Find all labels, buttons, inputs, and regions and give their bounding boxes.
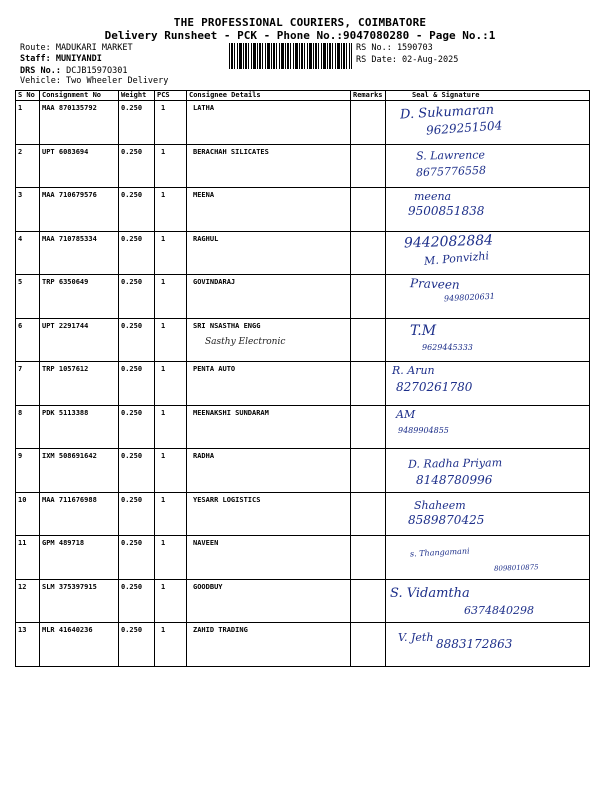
vehicle-label: Vehicle: Two Wheeler Delivery [20, 76, 169, 86]
consignee-name: NAVEEN [193, 539, 219, 547]
handwritten-signature: s. Thangamani [409, 546, 470, 559]
cell-pcs: 1 [155, 275, 187, 319]
col-header-weight: Weight [119, 91, 155, 101]
cell-remarks [351, 623, 386, 667]
cell-remarks [351, 275, 386, 319]
cell-remarks [351, 492, 386, 536]
consignee-name: YESARR LOGISTICS [193, 495, 261, 504]
cell-pcs: 1 [155, 492, 187, 536]
cell-signature [386, 318, 590, 362]
table-row [16, 231, 590, 275]
cell-weight: 0.250 [119, 144, 155, 188]
table-header-row [16, 91, 590, 101]
cell-consignee [187, 318, 351, 362]
cell-pcs: 1 [155, 362, 187, 406]
handwritten-signature: S. Vidamtha [390, 585, 470, 601]
cell-sno: 2 [16, 144, 40, 188]
consignee-name: MEENAKSHI SUNDARAM [193, 408, 269, 417]
cell-pcs: 1 [155, 188, 187, 232]
handwritten-phone: 8589870425 [408, 512, 485, 527]
table-row [16, 405, 590, 449]
runsheet-table [15, 90, 590, 667]
drs-number [20, 66, 128, 76]
cell-sno: 12 [16, 579, 40, 623]
cell-consignment-no: UPT 6083694 [40, 144, 119, 188]
consignee-name: GOODBUY [193, 582, 223, 591]
cell-consignee [187, 405, 351, 449]
handwritten-phone: 8883172863 [436, 637, 513, 651]
cell-sno: 5 [16, 275, 40, 319]
handwritten-signature: V. Jeth [398, 631, 434, 644]
cell-sno: 7 [16, 362, 40, 406]
cell-signature [386, 405, 590, 449]
consignee-name: GOVINDARAJ [193, 278, 236, 286]
cell-pcs: 1 [155, 405, 187, 449]
cell-sno: 3 [16, 188, 40, 232]
cell-pcs: 1 [155, 144, 187, 188]
cell-signature [386, 101, 590, 145]
cell-remarks [351, 362, 386, 406]
cell-signature [386, 579, 590, 623]
cell-consignee [187, 362, 351, 406]
consignee-name: BERACHAH SILICATES [193, 147, 269, 156]
handwritten-signature: S. Lawrence [415, 147, 486, 163]
handwritten-signature: R. Arun [392, 364, 435, 377]
cell-remarks [351, 101, 386, 145]
cell-sno: 1 [16, 101, 40, 145]
col-header-consignment: Consignment No [40, 91, 119, 101]
handwritten-signature: Praveen [409, 276, 460, 292]
handwritten-signature: D. Radha Priyam [407, 456, 503, 471]
handwritten-signature: AM [396, 407, 416, 421]
cell-signature [386, 275, 590, 319]
cell-weight: 0.250 [119, 188, 155, 232]
cell-consignee [187, 449, 351, 493]
cell-remarks [351, 405, 386, 449]
table-row [16, 318, 590, 362]
consignee-name: MEENA [193, 191, 215, 199]
cell-sno: 9 [16, 449, 40, 493]
table-row [16, 623, 590, 667]
handwritten-signature: D. Sukumaran [399, 102, 495, 123]
handwritten-phone: 9629251504 [425, 118, 503, 138]
cell-weight: 0.250 [119, 405, 155, 449]
company-title: THE PROFESSIONAL COURIERS, COIMBATORE [173, 16, 427, 29]
cell-weight: 0.250 [119, 275, 155, 319]
cell-sno: 8 [16, 405, 40, 449]
cell-signature [386, 188, 590, 232]
cell-pcs: 1 [155, 623, 187, 667]
cell-pcs: 1 [155, 231, 187, 275]
cell-consignee [187, 101, 351, 145]
table-row [16, 144, 590, 188]
cell-consignment-no: UPT 2291744 [40, 318, 119, 362]
cell-consignee [187, 623, 351, 667]
cell-weight: 0.250 [119, 449, 155, 493]
rs-number: RS No.: 1590703 [356, 43, 433, 53]
consignee-name: SRI NSASTHA ENGG [193, 321, 261, 330]
cell-pcs: 1 [155, 579, 187, 623]
col-header-sno: S No [16, 91, 40, 101]
cell-sno: 13 [16, 623, 40, 667]
cell-weight: 0.250 [119, 101, 155, 145]
handwritten-signature: 9442082884 [403, 231, 494, 252]
cell-consignee [187, 188, 351, 232]
cell-consignee [187, 536, 351, 580]
cell-remarks [351, 188, 386, 232]
cell-weight: 0.250 [119, 231, 155, 275]
cell-remarks [351, 536, 386, 580]
runsheet-subtitle: Delivery Runsheet - PCK - Phone No.:9047080280 - Page No.:1 [104, 29, 496, 42]
table-row [16, 579, 590, 623]
consignee-name: RADHA [193, 452, 215, 460]
rs-date: RS Date: 02-Aug-2025 [356, 55, 459, 65]
table-row [16, 449, 590, 493]
cell-consignment-no: MAA 710679576 [40, 188, 119, 232]
consignee-name: RAGHUL [193, 234, 219, 243]
table-row [16, 101, 590, 145]
cell-consignment-no: TRP 1057612 [40, 362, 119, 406]
cell-consignment-no: IXM 508691642 [40, 449, 119, 493]
cell-consignment-no: TRP 6350649 [40, 275, 119, 319]
handwritten-phone: 9498020631 [443, 291, 496, 304]
cell-signature [386, 144, 590, 188]
drs-value: DCJB1597O301 [66, 66, 128, 76]
cell-consignee [187, 579, 351, 623]
cell-weight: 0.250 [119, 623, 155, 667]
route-label: Route: MADUKARI MARKET [20, 43, 133, 53]
consignee-name: PENTA AUTO [193, 365, 236, 373]
cell-remarks [351, 318, 386, 362]
cell-consignment-no: MAA 711676988 [40, 492, 119, 536]
cell-consignee [187, 144, 351, 188]
drs-label: DRS No.: [20, 66, 61, 76]
cell-consignee [187, 492, 351, 536]
cell-pcs: 1 [155, 318, 187, 362]
cell-pcs: 1 [155, 536, 187, 580]
cell-consignment-no: GPM 489718 [40, 536, 119, 580]
cell-signature [386, 231, 590, 275]
cell-weight: 0.250 [119, 318, 155, 362]
cell-consignment-no: MAA 870135792 [40, 101, 119, 145]
cell-weight: 0.250 [119, 492, 155, 536]
cell-consignment-no: PDK 5113388 [40, 405, 119, 449]
handwritten-phone: 8675776558 [415, 163, 487, 179]
cell-signature [386, 449, 590, 493]
table-row [16, 492, 590, 536]
cell-consignee [187, 231, 351, 275]
consignee-name: ZAHID TRADING [193, 626, 248, 634]
cell-signature [386, 492, 590, 536]
cell-pcs: 1 [155, 101, 187, 145]
cell-weight: 0.250 [119, 579, 155, 623]
handwritten-signature: Shaheem [414, 498, 466, 512]
cell-remarks [351, 449, 386, 493]
table-row [16, 275, 590, 319]
col-header-consignee: Consignee Details [187, 91, 351, 101]
handwritten-signature: T.M [410, 322, 437, 339]
cell-remarks [351, 579, 386, 623]
handwritten-phone: M. Ponvizhi [423, 248, 490, 268]
cell-weight: 0.250 [119, 362, 155, 406]
table-row [16, 362, 590, 406]
col-header-pcs: PCS [155, 91, 187, 101]
cell-sno: 4 [16, 231, 40, 275]
cell-remarks [351, 231, 386, 275]
col-header-signature: Seal & Signature [386, 91, 590, 101]
handwritten-signature: meena [414, 190, 452, 203]
handwritten-phone: 9629445333 [422, 342, 473, 352]
cell-consignment-no: MLR 41640236 [40, 623, 119, 667]
cell-signature [386, 623, 590, 667]
table-row [16, 536, 590, 580]
cell-consignment-no: SLM 375397915 [40, 579, 119, 623]
cell-weight: 0.250 [119, 536, 155, 580]
cell-pcs: 1 [155, 449, 187, 493]
cell-signature [386, 536, 590, 580]
cell-sno: 11 [16, 536, 40, 580]
cell-sno: 10 [16, 492, 40, 536]
handwritten-phone: 8098010875 [493, 563, 539, 573]
handwritten-phone: 9500851838 [408, 204, 485, 218]
handwritten-phone: 9489904855 [398, 425, 449, 435]
barcode-image [229, 43, 352, 69]
handwritten-phone: 6374840298 [464, 603, 534, 617]
col-header-remarks: Remarks [351, 91, 386, 101]
table-row [16, 188, 590, 232]
cell-remarks [351, 144, 386, 188]
cell-consignee [187, 275, 351, 319]
cell-sno: 6 [16, 318, 40, 362]
cell-signature [386, 362, 590, 406]
consignee-name: LATHA [193, 104, 215, 112]
handwritten-phone: 8270261780 [396, 380, 473, 394]
handwritten-phone: 8148780996 [416, 473, 493, 487]
staff-label: Staff: MUNIYANDI [20, 54, 102, 64]
cell-consignment-no: MAA 710785334 [40, 231, 119, 275]
handwritten-note: Sasthy Electronic [205, 336, 286, 347]
